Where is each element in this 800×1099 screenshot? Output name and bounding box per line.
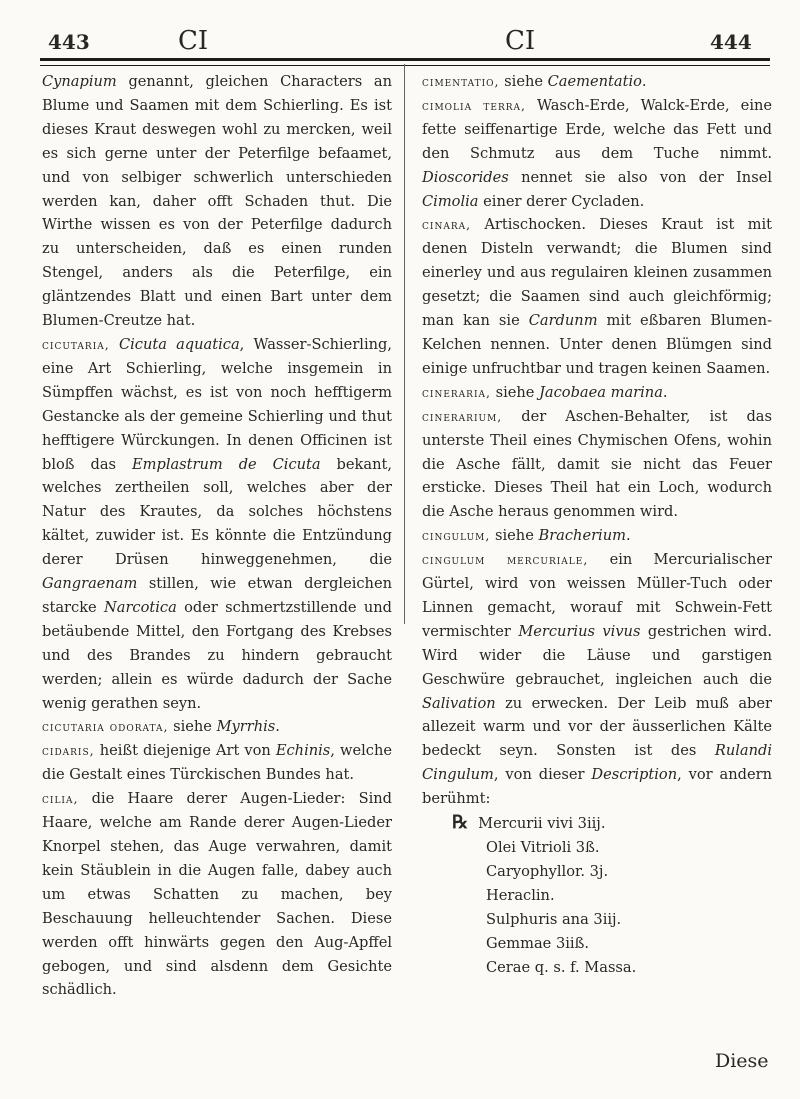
entry xyxy=(42,333,392,716)
recipe-line: Sulphuris ana 3iij. xyxy=(486,910,622,928)
entry-text: siehe Myrrhis. xyxy=(173,718,280,736)
recipe-line: Cerae q. s. f. Massa. xyxy=(486,958,637,976)
entry xyxy=(422,94,772,214)
entry xyxy=(422,548,772,811)
column-divider xyxy=(404,64,405,624)
entry-text: heißt diejenige Art von Echinis, welche die Gestalt eines Türckischen Bundes hat. xyxy=(42,742,392,784)
entry-lemma: cicutaria odorata, xyxy=(42,719,169,735)
entry xyxy=(42,715,392,739)
entry xyxy=(422,405,772,525)
page-number-left: 443 xyxy=(48,30,90,54)
entry xyxy=(42,787,392,1002)
page-number-right: 444 xyxy=(710,30,752,54)
entry-text: Cicuta aquatica, Wasser-Schierling, eine Art Schierling, welche insgemein in Sümpffen wächst, es ist von noch hefftigerm Gestancke als der gemeine Schierling und thut hefftigere Würckungen. In denen Officinen ist bloß das Emplastrum de Cicuta bekant, welches zertheilen soll, welches aber der Natur des Krautes, da solches höchstens kältet, zuwider ist. Es könnte die Entzündung derer Drüsen hinweggenehmen, die Gangraenam stillen, wie etwan dergleichen starcke Narcotica oder schmertzstillende und betäubende Mittel, den Fortgang des Krebses und des Brandes zu hindern gebraucht werden; allein es würde dadurch der Sache wenig gerathen seyn. xyxy=(42,335,393,712)
recipe-line: Caryophyllor. 3j. xyxy=(486,862,609,880)
entry-text: der Aschen-Behalter, ist das unterste Theil eines Chymischen Ofens, wohin die Asche fällt, damit sie nicht das Feuer ersticke. Dieses Theil hat ein Loch, wodurch die Asche heraus genommen wird. xyxy=(422,407,772,521)
column-heading-left: CI xyxy=(178,26,209,56)
left-column xyxy=(42,70,392,1002)
page-header xyxy=(40,12,770,62)
recipe-ingredient: Mercurii vivi 3iij. xyxy=(478,815,606,833)
header-rule xyxy=(40,58,770,66)
recipe-symbol: ℞ xyxy=(452,812,469,834)
entry xyxy=(422,524,772,548)
entry xyxy=(42,739,392,787)
entry-text: siehe Bracherium. xyxy=(495,527,631,545)
recipe-line: Olei Vitrioli 3ß. xyxy=(486,839,600,856)
entry-lemma: cicutaria, xyxy=(42,336,110,352)
entry-lemma: cingulum, xyxy=(422,528,491,544)
entry-text: Artischocken. Dieses Kraut ist mit denen Disteln verwandt; die Blumen sind einerley und aus regulairen kleinen zusammen gesetzt; die Saamen sind auch gleichförmig; man kan sie Cardunm mit eßbaren Blumen-Kelchen nennen. Unter denen Blümgen sind einige unfruchtbar und tragen keinen Saamen. xyxy=(422,216,772,377)
entry-lemma: cinara, xyxy=(422,217,472,233)
entry-text: siehe Jacobaea marina. xyxy=(495,383,668,401)
entry-lemma: cingulum mercuriale, xyxy=(422,552,589,568)
entry-text: siehe Caementatio. xyxy=(504,73,647,90)
entry xyxy=(422,70,772,94)
entry-text: die Haare derer Augen-Lieder: Sind Haare, welche am Rande derer Augen-Lieder Knorpel stehen, das Auge verwahren, damit kein Stäublein in die Augen falle, dabey auch um etwas Schatten zu machen, bey Beschauung helleuchtender Sachen. Diese werden offt hinwärts gegen den Aug-Apffel gebogen, und sind alsdenn dem Gesichte schädlich. xyxy=(42,790,393,999)
recipe-line: Gemmae 3iiß. xyxy=(486,934,589,952)
entry-text: Wasch-Erde, Walck-Erde, eine fette seiffenartige Erde, welche das Fett und den Schmutz aus dem Tuche nimmt. Dioscorides nennet sie also von der Insel Cimolia einer derer Cycladen. xyxy=(422,96,773,210)
entry-lemma: cimolia terra, xyxy=(422,97,526,113)
recipe-line: Heraclin. xyxy=(486,886,555,904)
entry-text: Cynapium genannt, gleichen Characters an Blume und Saamen mit dem Schierling. Es ist dieses Kraut deswegen wohl zu mercken, weil es sich gerne unter der Peterfilge befaamet, und von selbiger schwerlich unterschieden werden kan, daher offt Schaden thut. Die Wirthe wissen es von der Peterfilge dadurch zu unterscheiden, daß es einen runden Stengel, anders als die Peterfilge, ein gläntzendes Blatt und einen Bart unter dem Blumen-Creutze hat. xyxy=(42,73,392,330)
column-heading-right: CI xyxy=(505,26,536,56)
right-column xyxy=(422,70,772,979)
entry-text: ein Mercurialischer Gürtel, wird von weissen Müller-Tuch oder Linnen gemacht, worauf mit Schwein-Fett vermischter Mercurius vivus gestrichen wird. Wird wider die Läuse und garstigen Geschwüre gebrauchet, ingleichen auch die Salivation zu erwecken. Der Leib muß aber allezeit warm und vor der äusserlichen Kälte bedeckt seyn. Sonsten ist des Rulandi Cingulum, von dieser Description, vor andern berühmt: xyxy=(422,551,773,808)
entry xyxy=(422,381,772,405)
entry-lemma: cineraria, xyxy=(422,384,491,400)
entry xyxy=(422,213,772,380)
recipe-line xyxy=(452,811,772,836)
entry xyxy=(42,70,392,333)
entry-lemma: cinerarium, xyxy=(422,408,503,424)
entry-lemma: cidaris, xyxy=(42,743,95,759)
entry-lemma: cimentatio, xyxy=(422,74,500,89)
catchword: Diese xyxy=(715,1050,769,1072)
recipe xyxy=(422,811,772,979)
entry-lemma: cilia, xyxy=(42,791,79,807)
